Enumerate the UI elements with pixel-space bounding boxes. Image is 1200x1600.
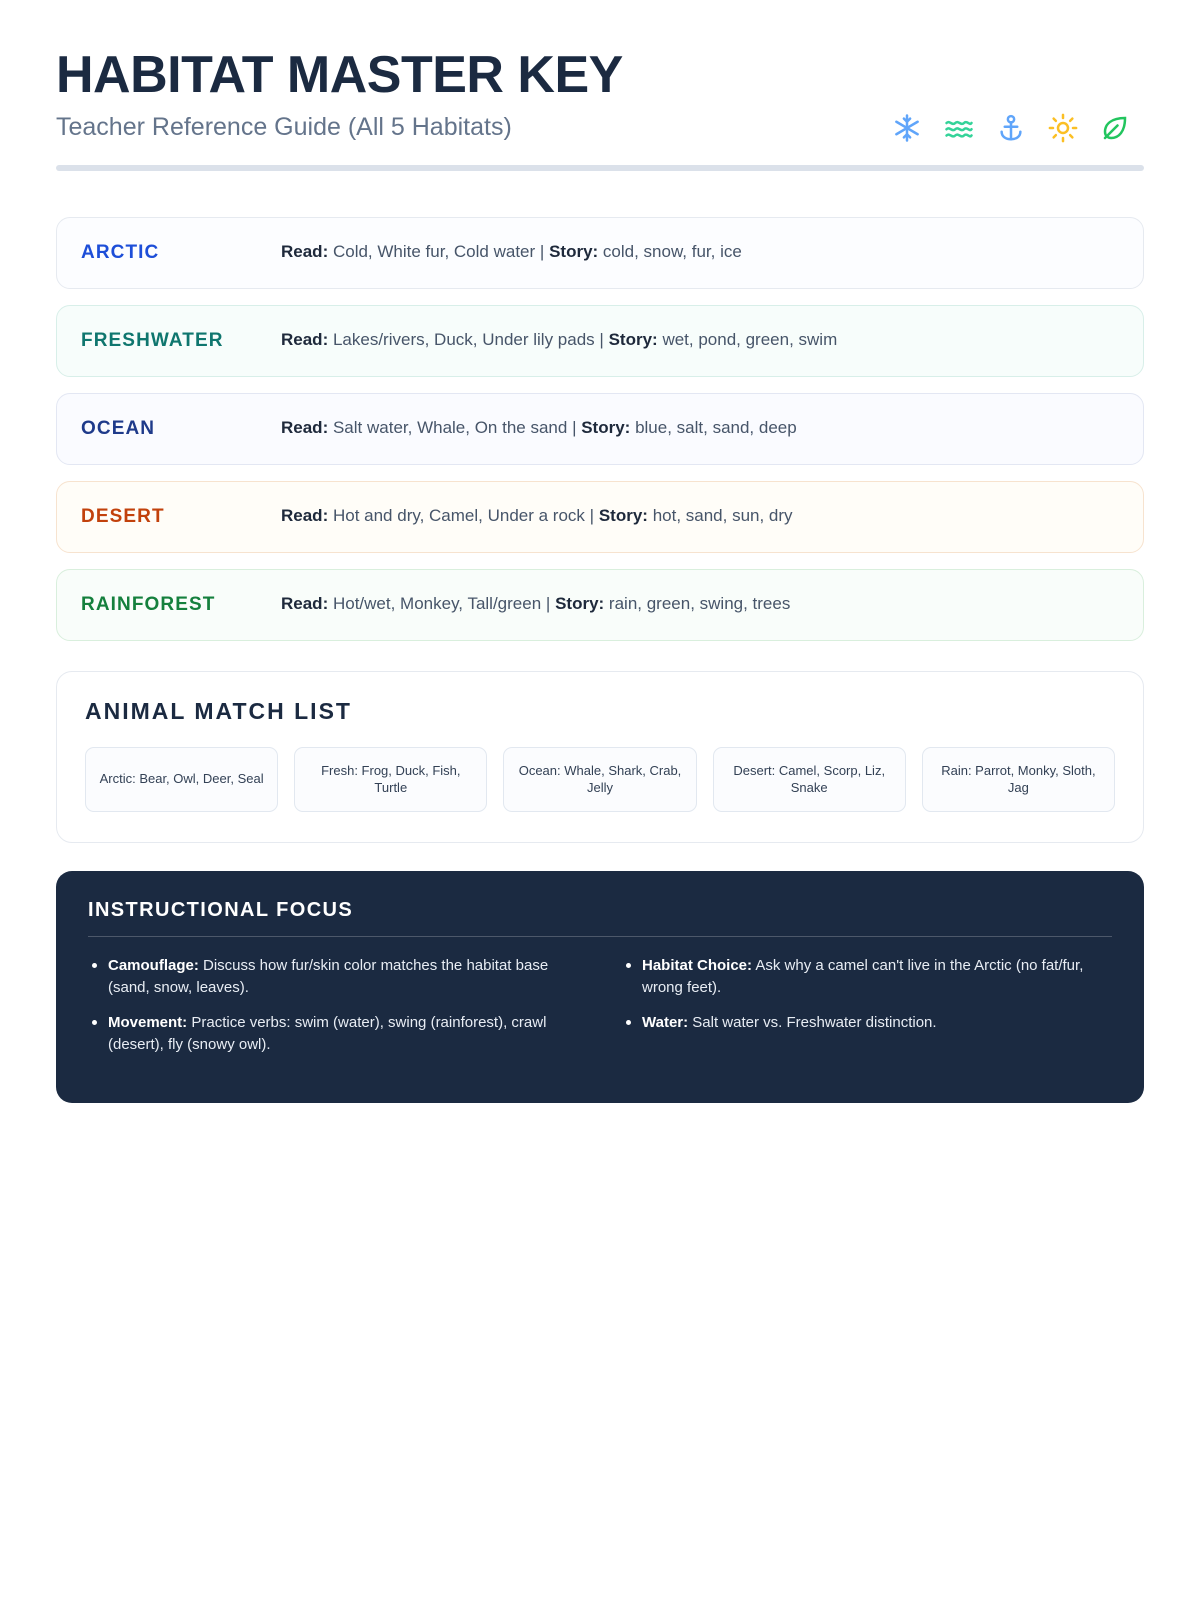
focus-item [88,1012,578,1057]
habitat-icon-row [892,113,1144,143]
focus-list-left [88,955,578,1057]
read-value: Salt water, Whale, On the sand [332,418,568,438]
focus-item [622,955,1112,1000]
read-label: Read: [281,418,329,438]
separator: | [599,330,604,350]
story-label: Story: [598,506,648,526]
focus-column-right [622,955,1112,1069]
leaf-icon [1100,113,1130,143]
story-label: Story: [549,242,599,262]
read-value: Hot/wet, Monkey, Tall/green [332,594,542,614]
story-value: rain, green, swing, trees [608,594,791,614]
read-label: Read: [281,506,329,526]
story-label: Story: [581,418,631,438]
snowflake-icon [892,113,922,143]
read-value: Lakes/rivers, Duck, Under lily pads [332,330,595,350]
animal-chip-ocean: Ocean: Whale, Shark, Crab, Jelly [503,747,696,812]
anchor-icon [996,113,1026,143]
story-value: wet, pond, green, swim [662,330,838,350]
separator: | [539,242,545,262]
habitat-detail [281,592,790,617]
story-label: Story: [555,594,605,614]
habitat-list [56,217,1144,641]
instructional-focus-panel [56,871,1144,1103]
story-label: Story: [608,330,658,350]
read-label: Read: [281,330,329,350]
focus-columns [88,955,1112,1069]
habitat-name: RAINFOREST [81,593,216,615]
read-value: Hot and dry, Camel, Under a rock [332,506,585,526]
focus-divider [88,936,1112,937]
animal-match-card [56,671,1144,843]
focus-item-label: Movement: [108,1013,188,1031]
habitat-name: OCEAN [81,417,156,439]
animal-chip-fresh: Fresh: Frog, Duck, Fish, Turtle [294,747,487,812]
separator: | [589,506,595,526]
focus-item [622,1012,1112,1035]
focus-item-label: Camouflage: [108,956,199,974]
habitat-row-ocean [56,393,1144,465]
focus-item-text: Ask why a camel can't live in the Arctic (no fat/fur, wrong feet). [642,956,1084,997]
story-value: hot, sand, sun, dry [652,506,793,526]
habitat-row-rainforest [56,569,1144,641]
sun-icon [1048,113,1078,143]
focus-list-right [622,955,1112,1035]
header-divider [56,165,1144,171]
read-value: Cold, White fur, Cold water [332,242,536,262]
habitat-name: DESERT [81,505,165,527]
waves-icon [944,113,974,143]
subtitle-row [56,113,1144,143]
habitat-detail [281,504,793,529]
focus-column-left [88,955,578,1069]
read-label: Read: [281,594,329,614]
read-label: Read: [281,242,329,262]
habitat-detail [281,240,742,265]
animal-match-chips [85,747,1115,812]
focus-item-label: Water: [642,1013,689,1031]
habitat-row-freshwater [56,305,1144,377]
focus-item-label: Habitat Choice: [642,956,753,974]
separator: | [545,594,551,614]
focus-item-text: Salt water vs. Freshwater distinction. [688,1013,937,1031]
focus-item [88,955,578,1000]
animal-chip-rain: Rain: Parrot, Monky, Sloth, Jag [922,747,1115,812]
habitat-name: ARCTIC [81,241,160,263]
story-value: blue, salt, sand, deep [635,418,797,438]
page-title: HABITAT MASTER KEY [56,46,623,104]
habitat-name: FRESHWATER [81,329,224,351]
habitat-row-desert [56,481,1144,553]
animal-chip-desert: Desert: Camel, Scorp, Liz, Snake [713,747,906,812]
story-value: cold, snow, fur, ice [602,242,742,262]
animal-chip-arctic: Arctic: Bear, Owl, Deer, Seal [85,747,278,812]
habitat-detail [281,328,837,353]
animal-match-title: ANIMAL MATCH LIST [85,697,352,724]
document-header [56,48,1144,171]
habitat-detail [281,416,797,441]
separator: | [572,418,577,438]
focus-item-text: Practice verbs: swim (water), swing (rainforest), crawl (desert), fly (snowy owl). [108,1013,547,1054]
instructional-focus-title: INSTRUCTIONAL FOCUS [88,898,354,921]
focus-item-text: Discuss how fur/skin color matches the habitat base (sand, snow, leaves). [108,956,549,997]
habitat-row-arctic [56,217,1144,289]
page-subtitle: Teacher Reference Guide (All 5 Habitats) [56,113,512,142]
